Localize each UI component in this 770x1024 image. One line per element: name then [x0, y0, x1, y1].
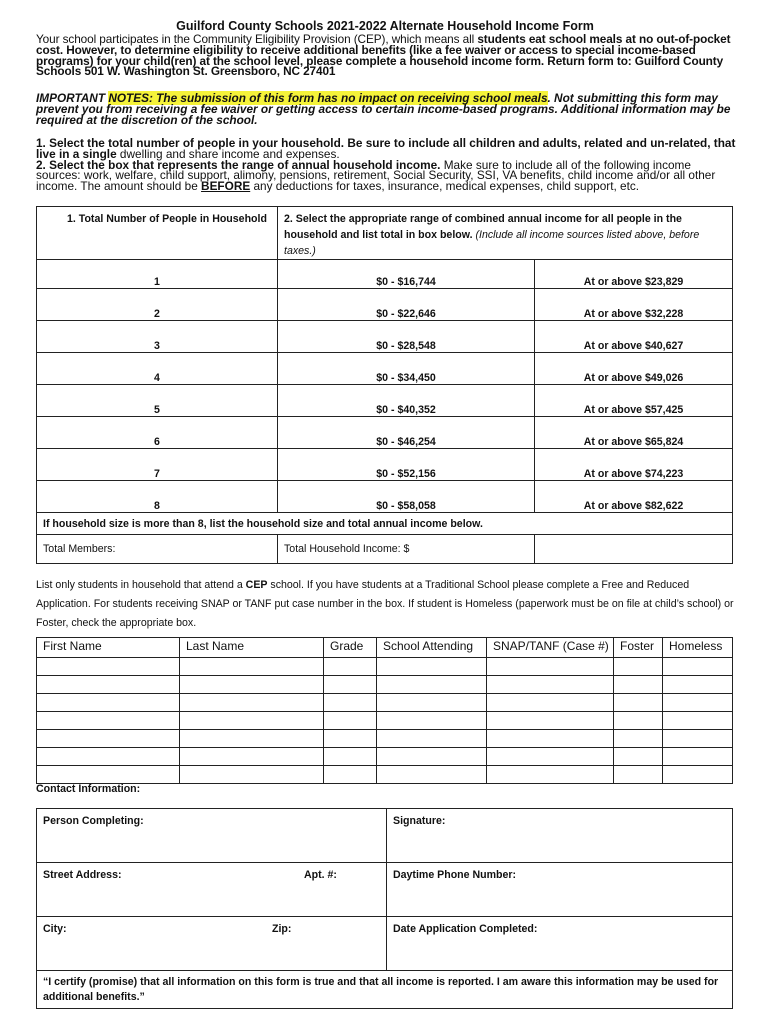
homeless-checkbox[interactable] [663, 694, 733, 712]
income-range-header [278, 207, 733, 260]
last-name-input[interactable] [180, 694, 324, 712]
street-address-label: Street Address: [43, 869, 122, 881]
last-name-input[interactable] [180, 712, 324, 730]
total-income-field[interactable]: Total Household Income: $ [278, 535, 535, 564]
first-name-input[interactable] [37, 766, 180, 784]
important-lead: IMPORTANT [36, 91, 109, 105]
total-income-blank-cell[interactable] [535, 535, 733, 564]
income-range-cell[interactable]: $0 - $34,450 [278, 353, 535, 385]
last-name-input[interactable] [180, 658, 324, 676]
foster-checkbox[interactable] [614, 676, 663, 694]
step-2-rest: Make sure to include all of the following income sources: work, welfare, child support, alimony, pensions, retirement, Social Security, SSI, VA benefits, child income and/or all other income. The amount should be [36, 157, 716, 194]
step-1-rest: dwelling and share income and expenses. [116, 146, 340, 161]
step-2 [36, 157, 736, 194]
first-name-input[interactable] [37, 730, 180, 748]
date-completed-field[interactable] [387, 917, 733, 971]
case-number-input[interactable] [487, 658, 614, 676]
signature-label: Signature: [393, 815, 446, 827]
contact-information-label: Contact Information: [36, 783, 141, 795]
household-size-cell[interactable]: 5 [37, 385, 278, 417]
household-size-cell[interactable]: 2 [37, 289, 278, 321]
certification-statement: “I certify (promise) that all information on this form is true and that all income is reported. I am aware this information may be used for additional benefits.” [37, 971, 733, 1009]
homeless-checkbox[interactable] [663, 766, 733, 784]
income-above-cell[interactable]: At or above $57,425 [535, 385, 733, 417]
student-note-text: List only students in household that attend a [36, 579, 246, 591]
homeless-checkbox[interactable] [663, 676, 733, 694]
last-name-input[interactable] [180, 766, 324, 784]
homeless-checkbox[interactable] [663, 730, 733, 748]
case-number-input[interactable] [487, 694, 614, 712]
grade-input[interactable] [324, 748, 377, 766]
income-above-cell[interactable]: At or above $49,026 [535, 353, 733, 385]
school-input[interactable] [377, 730, 487, 748]
student-row [37, 676, 733, 694]
household-size-cell[interactable]: 8 [37, 481, 278, 513]
case-number-input[interactable] [487, 748, 614, 766]
last-name-header: Last Name [180, 638, 324, 658]
grade-input[interactable] [324, 658, 377, 676]
total-members-field[interactable]: Total Members: [37, 535, 278, 564]
first-name-input[interactable] [37, 712, 180, 730]
important-rest: . Not submitting this form may prevent you from receiving a fee waiver or getting access to certain income-based programs. Additional information may be required at the discretion of the school. [36, 91, 731, 127]
grade-header: Grade [324, 638, 377, 658]
step-1-bold: 1. Select the total number of people in your household. Be sure to include all children and adults, related and un-related, that live in a single [36, 136, 736, 161]
last-name-input[interactable] [180, 748, 324, 766]
first-name-input[interactable] [37, 694, 180, 712]
snap-tanf-header: SNAP/TANF (Case #) [487, 638, 614, 658]
student-note-rest: school. If you have students at a Traditional School please complete a Free and Reduced Application. For students receiving SNAP or TANF put case number in the box. If student is Homeless (paperwork must be on file at child’s school) or Foster, check the appropriate box. [36, 579, 734, 629]
grade-input[interactable] [324, 712, 377, 730]
school-input[interactable] [377, 694, 487, 712]
grade-input[interactable] [324, 694, 377, 712]
street-address-field[interactable] [37, 863, 387, 917]
school-input[interactable] [377, 712, 487, 730]
homeless-header: Homeless [663, 638, 733, 658]
apt-label: Apt. #: [304, 869, 337, 881]
first-name-header: First Name [37, 638, 180, 658]
foster-checkbox[interactable] [614, 748, 663, 766]
students-table [36, 637, 733, 784]
homeless-checkbox[interactable] [663, 658, 733, 676]
case-number-input[interactable] [487, 676, 614, 694]
income-above-cell[interactable]: At or above $82,622 [535, 481, 733, 513]
school-input[interactable] [377, 748, 487, 766]
daytime-phone-label: Daytime Phone Number: [393, 869, 517, 881]
city-field[interactable] [37, 917, 387, 971]
zip-label: Zip: [272, 923, 292, 935]
school-attending-header: School Attending [377, 638, 487, 658]
intro-paragraph [36, 34, 736, 77]
case-number-input[interactable] [487, 766, 614, 784]
homeless-checkbox[interactable] [663, 748, 733, 766]
income-range-cell[interactable]: $0 - $52,156 [278, 449, 535, 481]
student-row [37, 730, 733, 748]
case-number-input[interactable] [487, 730, 614, 748]
person-completing-field[interactable] [37, 809, 387, 863]
more-than-8-note: If household size is more than 8, list the household size and total annual income below. [37, 513, 733, 535]
first-name-input[interactable] [37, 676, 180, 694]
household-size-cell[interactable]: 6 [37, 417, 278, 449]
income-range-cell[interactable]: $0 - $28,548 [278, 321, 535, 353]
income-range-cell[interactable]: $0 - $46,254 [278, 417, 535, 449]
grade-input[interactable] [324, 730, 377, 748]
intro-bold-text: students eat school meals at no out-of-pocket cost. However, to determine eligibility to receive additional benefits (like a fee waiver or access to special income-based programs) for your child(ren) at the school level, please complete a household income form. Return form to: Guilford County Schools 501 W. Washington St. Greensboro, NC 27401 [36, 32, 731, 79]
income-range-cell[interactable]: $0 - $22,646 [278, 289, 535, 321]
homeless-checkbox[interactable] [663, 712, 733, 730]
income-above-cell[interactable]: At or above $74,223 [535, 449, 733, 481]
intro-text: Your school participates in the Community Eligibility Provision (CEP), which means all [36, 32, 478, 46]
foster-checkbox[interactable] [614, 712, 663, 730]
school-input[interactable] [377, 766, 487, 784]
income-above-cell[interactable]: At or above $65,824 [535, 417, 733, 449]
household-size-cell[interactable]: 1 [37, 260, 278, 289]
contact-table [36, 808, 733, 1009]
foster-checkbox[interactable] [614, 694, 663, 712]
first-name-input[interactable] [37, 658, 180, 676]
student-row [37, 748, 733, 766]
last-name-input[interactable] [180, 730, 324, 748]
cep-emphasis: CEP [245, 579, 268, 591]
signature-field[interactable] [387, 809, 733, 863]
foster-checkbox[interactable] [614, 658, 663, 676]
student-row [37, 766, 733, 784]
highlighted-note: NOTES: The submission of this form has no impact on receiving school meals [108, 91, 548, 105]
form-title: Guilford County Schools 2021-2022 Alternate Household Income Form [176, 19, 594, 33]
foster-header: Foster [614, 638, 663, 658]
first-name-input[interactable] [37, 748, 180, 766]
person-completing-label: Person Completing: [43, 815, 144, 827]
step-2-bold: 2. Select the box that represents the range of annual household income. [36, 157, 441, 172]
foster-checkbox[interactable] [614, 766, 663, 784]
household-size-cell[interactable]: 7 [37, 449, 278, 481]
student-instructions [36, 576, 736, 633]
last-name-input[interactable] [180, 676, 324, 694]
income-range-header-note: (Include all income sources listed above, before taxes.) [284, 229, 700, 257]
foster-checkbox[interactable] [614, 730, 663, 748]
instructions [36, 138, 736, 192]
student-row [37, 694, 733, 712]
important-notes [36, 93, 736, 125]
income-range-cell[interactable]: $0 - $16,744 [278, 260, 535, 289]
city-label: City: [43, 923, 67, 935]
income-range-cell[interactable]: $0 - $58,058 [278, 481, 535, 513]
student-row [37, 712, 733, 730]
grade-input[interactable] [324, 676, 377, 694]
daytime-phone-field[interactable] [387, 863, 733, 917]
household-size-header: 1. Total Number of People in Household [37, 207, 278, 260]
school-input[interactable] [377, 658, 487, 676]
income-table [36, 206, 733, 564]
household-size-cell[interactable]: 3 [37, 321, 278, 353]
date-completed-label: Date Application Completed: [393, 923, 538, 935]
student-row [37, 658, 733, 676]
case-number-input[interactable] [487, 712, 614, 730]
grade-input[interactable] [324, 766, 377, 784]
household-size-cell[interactable]: 4 [37, 353, 278, 385]
income-above-cell[interactable]: At or above $23,829 [535, 260, 733, 289]
income-range-header-text: 2. Select the appropriate range of combined annual income for all people in the household and list total in box below. [284, 213, 682, 241]
income-above-cell[interactable]: At or above $32,228 [535, 289, 733, 321]
school-input[interactable] [377, 676, 487, 694]
income-range-cell[interactable]: $0 - $40,352 [278, 385, 535, 417]
income-above-cell[interactable]: At or above $40,627 [535, 321, 733, 353]
step-1 [36, 138, 736, 160]
before-emphasis: BEFORE [201, 179, 251, 194]
step-2-end: any deductions for taxes, insurance, medical expenses, child support, etc. [250, 179, 640, 194]
